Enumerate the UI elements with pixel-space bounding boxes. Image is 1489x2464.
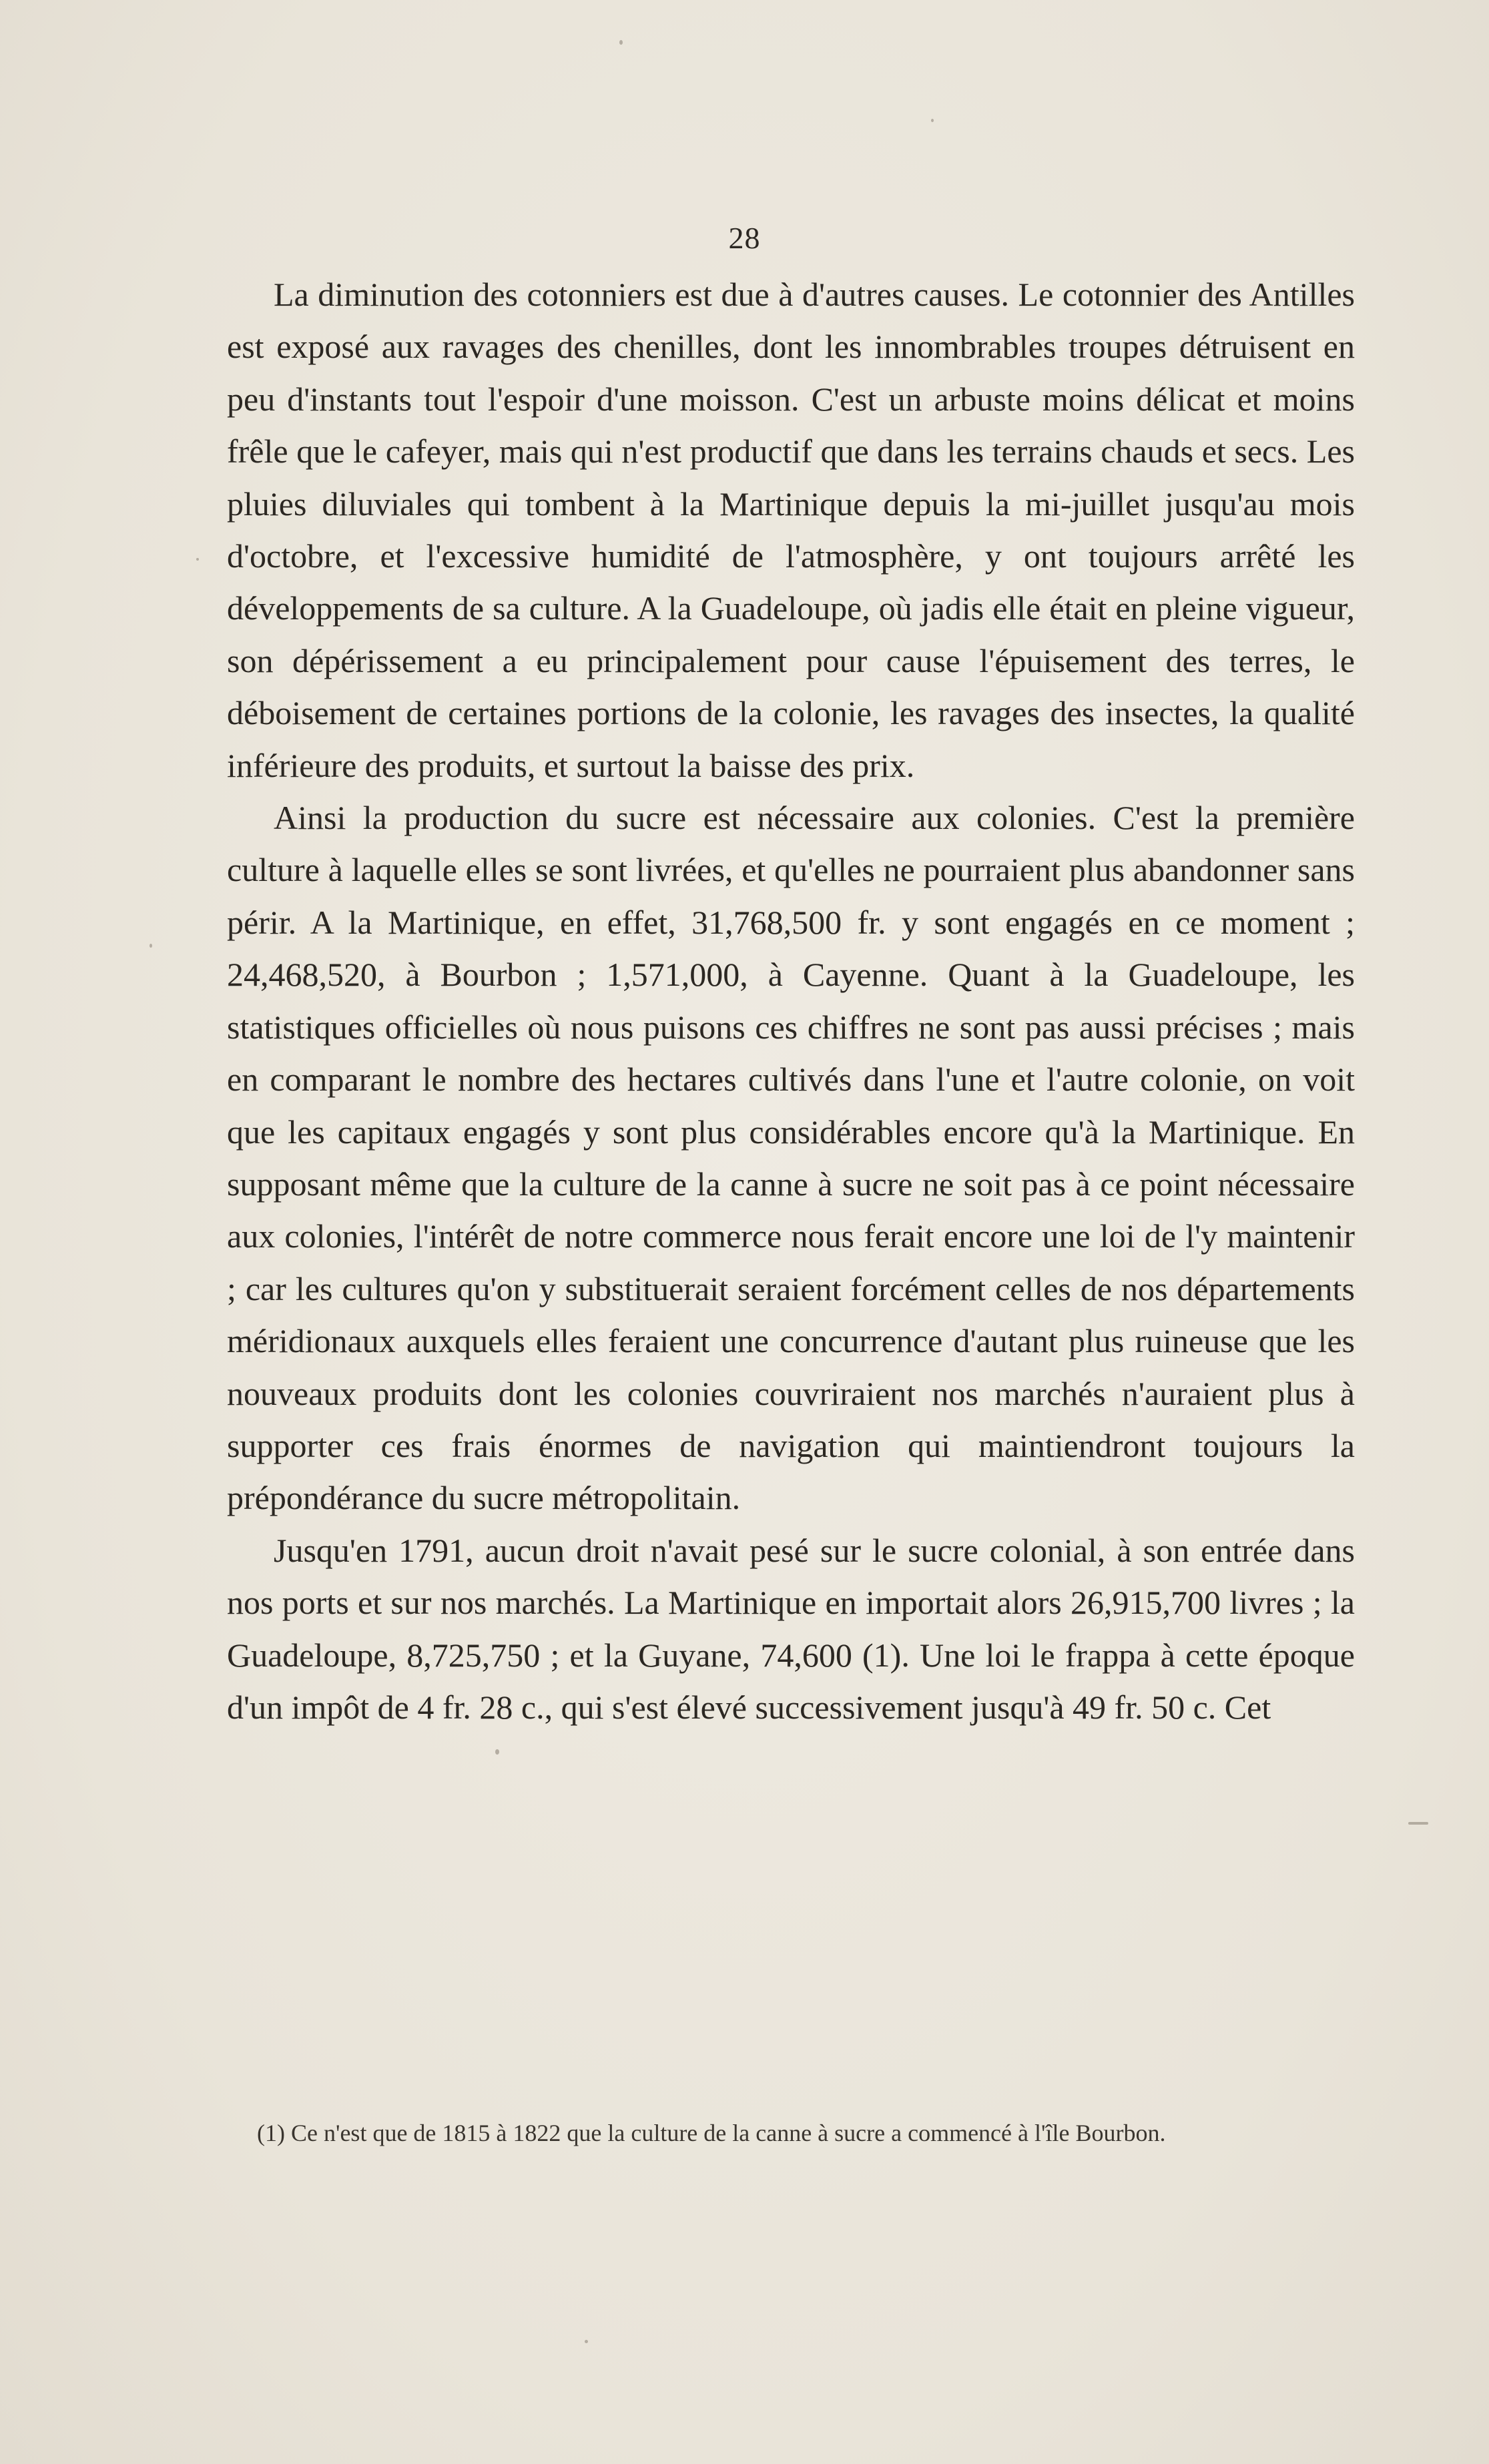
paper-speck: [150, 944, 152, 948]
paper-speck: [619, 40, 623, 45]
paragraph-sugar-duty: Jusqu'en 1791, aucun droit n'avait pesé sur le sucre colonial, à son entrée dans nos ports et sur nos marchés. La Martinique en importait alors 26,915,700 livres ; la Guadeloupe, 8,725,750 ; et la Guyane, 74,600 (1). Une loi le frappa à cette époque d'un impôt de 4 fr. 28 c., qui s'est élevé successivement jusqu'à 49 fr. 50 c. Cet: [227, 1531, 1355, 1726]
body-text: [227, 268, 1355, 1733]
paper-speck: [196, 558, 199, 561]
footnote: [227, 2116, 1355, 2150]
paper-speck: [1408, 1822, 1428, 1825]
paragraph-cotton: La diminution des cotonniers est due à d'autres causes. Le cotonnier des Antilles est exposé aux ravages des chenilles, dont les innombrables troupes détruisent en peu d'instants tout l'espoir d'une moisson. C'est un arbuste moins délicat et moins frêle que le cafeyer, mais qui n'est productif que dans les terrains chauds et secs. Les pluies diluviales qui tombent à la Martinique depuis la mi-juillet jusqu'au mois d'octobre, et l'excessive humidité de l'atmosphère, y ont toujours arrêté les développements de sa culture. A la Guadeloupe, où jadis elle était en pleine vigueur, son dépérissement a eu principalement pour cause l'épuisement des terres, le déboisement de certaines portions de la colonie, les ravages des insectes, la qualité inférieure des produits, et surtout la baisse des prix.: [227, 276, 1355, 784]
paper-speck: [495, 1749, 499, 1755]
paper-speck: [931, 119, 934, 122]
paper-speck: [585, 2340, 588, 2343]
page-number: 28: [728, 221, 761, 255]
footnote-text: (1) Ce n'est que de 1815 à 1822 que la culture de la canne à sucre a commencé à l'île Bourbon.: [257, 2120, 1166, 2146]
paragraph-sugar-production: Ainsi la production du sucre est nécessaire aux colonies. C'est la première culture à laquelle elles se sont livrées, et qu'elles ne pourraient plus abandonner sans périr. A la Martinique, en effet, 31,768,500 fr. y sont engagés en ce moment ; 24,468,520, à Bourbon ; 1,571,000, à Cayenne. Quant à la Guadeloupe, les statistiques officielles où nous puisons ces chiffres ne sont pas aussi précises ; mais en comparant le nombre des hectares cultivés dans l'une et l'autre colonie, on voit que les capitaux engagés y sont plus considérables encore qu'à la Martinique. En supposant même que la culture de la canne à sucre ne soit pas à ce point nécessaire aux colonies, l'intérêt de notre commerce nous ferait encore une loi de l'y maintenir ; car les cultures qu'on y substituerait seraient forcément celles de nos départements méridionaux auxquels elles feraient une concurrence d'autant plus ruineuse que les nouveaux produits dont les colonies couvriraient nos marchés n'auraient plus à supporter ces frais énormes de navigation qui maintiendront toujours la prépondérance du sucre métropolitain.: [227, 799, 1355, 1517]
